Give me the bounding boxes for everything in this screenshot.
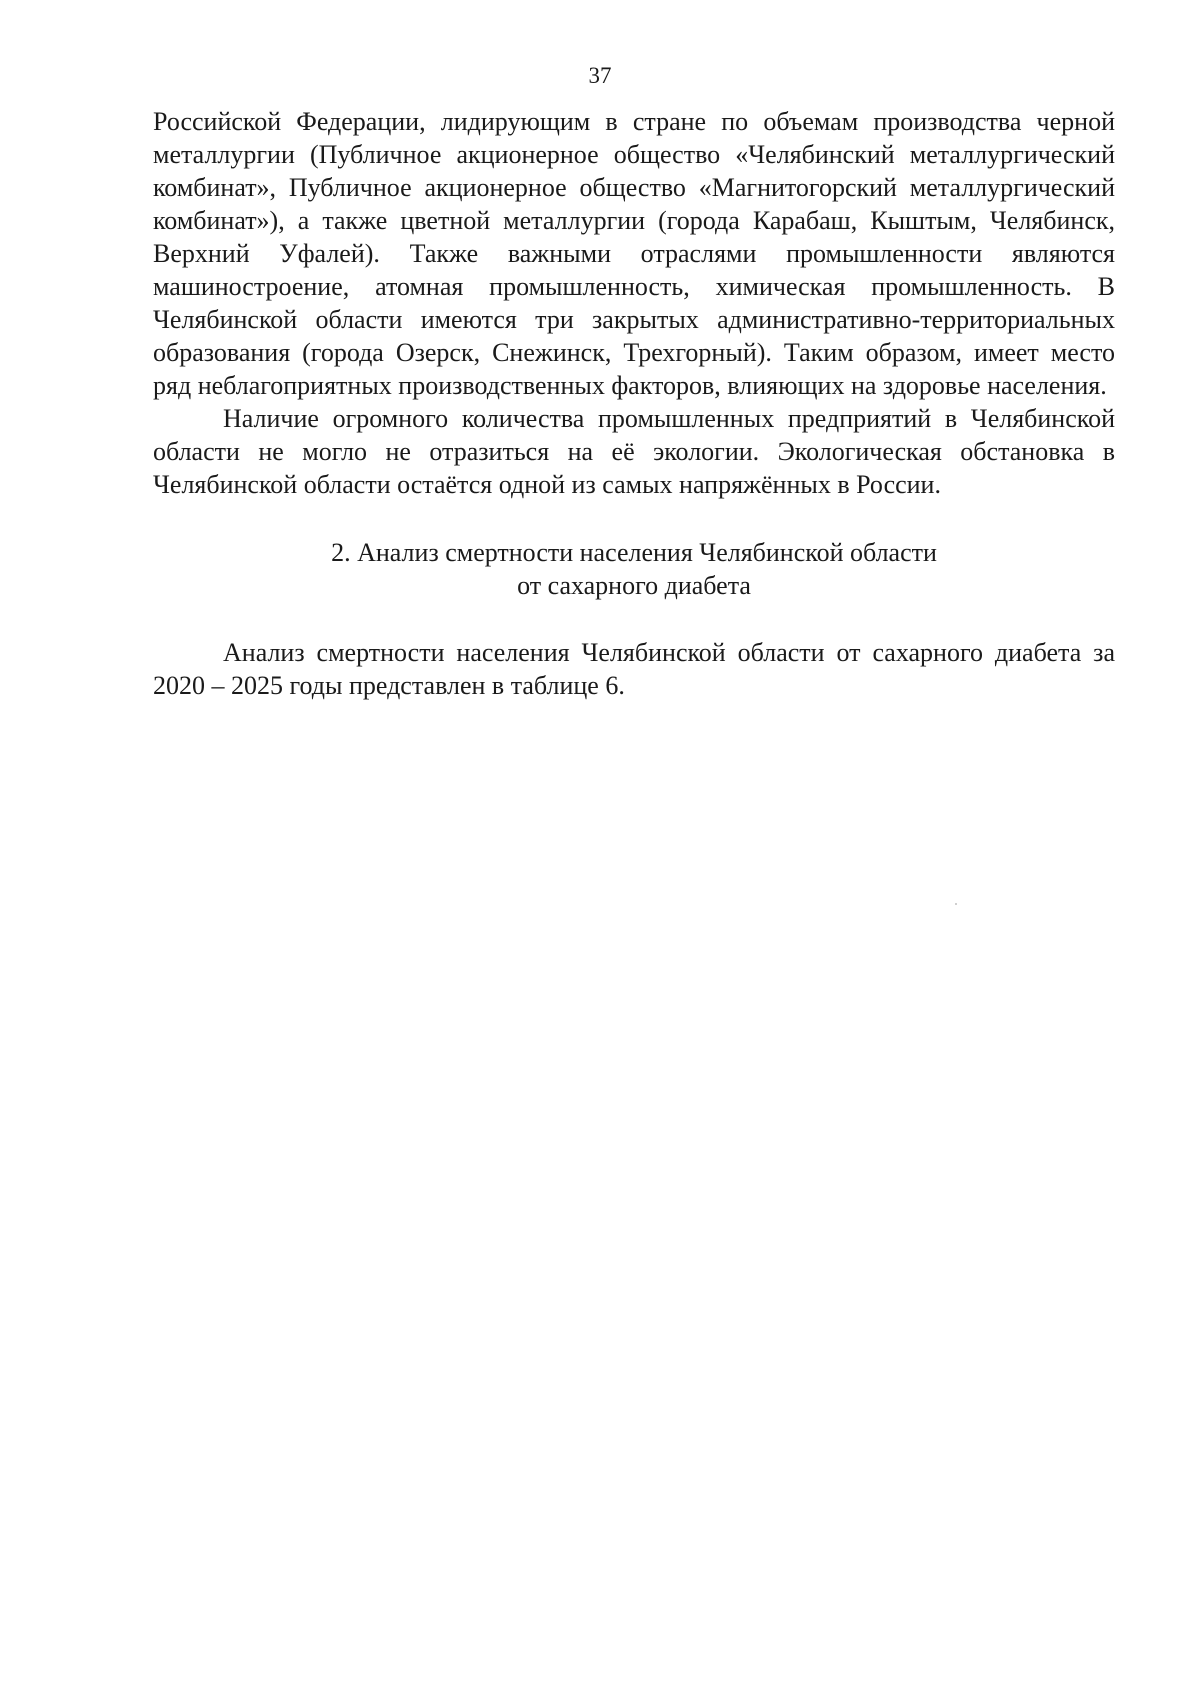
scan-artifact	[955, 903, 957, 905]
body-paragraph-industry: Российской Федерации, лидирующим в стране по объемам производства черной металлургии (Публичное акционерное общество «Челябинский металлургический комбинат», Публичное акционерное общество «Магнитогорский металлургический комбинат»), а также цветной металлургии (города Карабаш, Кыштым, Челябинск, Верхний Уфалей). Также важными отраслями промышленности являются машиностроение, атомная промышленность, химическая промышленность. В Челябинской области имеются три закрытых административно-территориальных образования (города Озерск, Снежинск, Трехгорный). Таким образом, имеет место ряд неблагоприятных производственных факторов, влияющих на здоровье населения.	[153, 107, 1115, 400]
section-heading	[153, 536, 1115, 602]
page-number: 37	[588, 63, 612, 88]
page-content	[153, 105, 1115, 702]
section-intro-paragraph: Анализ смертности населения Челябинской области от сахарного диабета за 2020 – 2025 годы представлен в таблице 6.	[153, 638, 1115, 700]
body-paragraph-ecology: Наличие огромного количества промышленных предприятий в Челябинской области не могло не отразиться на её экологии. Экологическая обстановка в Челябинской области остаётся одной из самых напряжённых в России.	[153, 404, 1115, 499]
section-heading-line-1: 2. Анализ смертности населения Челябинской области	[331, 538, 937, 567]
section-heading-line-2: от сахарного диабета	[517, 571, 751, 600]
